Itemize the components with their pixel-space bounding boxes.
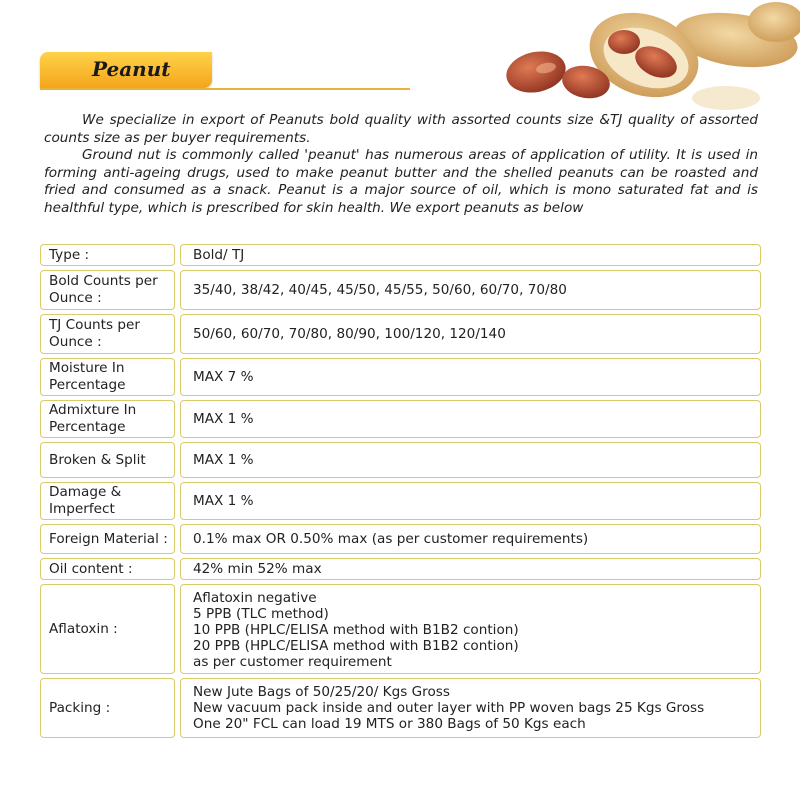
peanuts-image xyxy=(486,0,800,120)
spec-row-bold-counts xyxy=(40,270,761,310)
spec-row-packing xyxy=(40,678,761,738)
spec-value xyxy=(180,678,761,738)
spec-label: Foreign Material : xyxy=(40,524,175,554)
spec-value xyxy=(180,584,761,674)
spec-value: Bold/ TJ xyxy=(180,244,761,266)
spec-label: Packing : xyxy=(40,678,175,738)
spec-label: Broken & Split xyxy=(40,442,175,478)
spec-row-moisture xyxy=(40,358,761,396)
spec-value: MAX 1 % xyxy=(180,482,761,520)
spec-row-oil-content xyxy=(40,558,761,580)
intro-paragraph: Ground nut is commonly called 'peanut' has numerous areas of application of utility. It is used in forming anti-ageing drugs, used to make peanut butter and the shelled peanuts can be roasted and fried and consumed as a snack. Peanut is a major source of oil, which is mono saturated fat and is healthful type, which is prescribed for skin health. We export peanuts as below xyxy=(44,147,758,216)
spec-label: Moisture In Percentage xyxy=(40,358,175,396)
spec-row-foreign-material xyxy=(40,524,761,554)
spec-value-line: New Jute Bags of 50/25/20/ Kgs Gross xyxy=(193,684,450,700)
spec-value: 50/60, 60/70, 70/80, 80/90, 100/120, 120/140 xyxy=(180,314,761,354)
spec-value-line: One 20" FCL can load 19 MTS or 380 Bags of 50 Kgs each xyxy=(193,716,586,732)
spec-value: 0.1% max OR 0.50% max (as per customer requirements) xyxy=(180,524,761,554)
spec-value-line: 10 PPB (HPLC/ELISA method with B1B2 contion) xyxy=(193,622,519,638)
spec-label: Admixture In Percentage xyxy=(40,400,175,438)
page-title-tab xyxy=(40,52,212,88)
intro-paragraph: We specialize in export of Peanuts bold quality with assorted counts size &TJ quality of assorted counts size as per buyer requirements. xyxy=(44,112,758,146)
spec-value: MAX 1 % xyxy=(180,442,761,478)
spec-label: Damage & Imperfect xyxy=(40,482,175,520)
spec-label: Aflatoxin : xyxy=(40,584,175,674)
title-underline xyxy=(40,88,410,90)
spec-row-tj-counts xyxy=(40,314,761,354)
spec-value: MAX 7 % xyxy=(180,358,761,396)
spec-value: 42% min 52% max xyxy=(180,558,761,580)
spec-row-admixture xyxy=(40,400,761,438)
spec-value: MAX 1 % xyxy=(180,400,761,438)
spec-row-type xyxy=(40,244,761,266)
spec-value: 35/40, 38/42, 40/45, 45/50, 45/55, 50/60, 60/70, 70/80 xyxy=(180,270,761,310)
spec-value-line: New vacuum pack inside and outer layer with PP woven bags 25 Kgs Gross xyxy=(193,700,705,716)
spec-row-damage xyxy=(40,482,761,520)
spec-row-aflatoxin xyxy=(40,584,761,674)
spec-value-line: Aflatoxin negative xyxy=(193,590,317,606)
spec-label: Oil content : xyxy=(40,558,175,580)
intro-text xyxy=(44,112,758,217)
spec-label: TJ Counts per Ounce : xyxy=(40,314,175,354)
spec-label: Type : xyxy=(40,244,175,266)
spec-value-line: as per customer requirement xyxy=(193,654,392,670)
page-title: Peanut xyxy=(92,57,171,81)
spec-label: Bold Counts per Ounce : xyxy=(40,270,175,310)
spec-table xyxy=(40,244,761,742)
spec-row-broken xyxy=(40,442,761,478)
spec-value-line: 20 PPB (HPLC/ELISA method with B1B2 contion) xyxy=(193,638,519,654)
spec-value-line: 5 PPB (TLC method) xyxy=(193,606,329,622)
